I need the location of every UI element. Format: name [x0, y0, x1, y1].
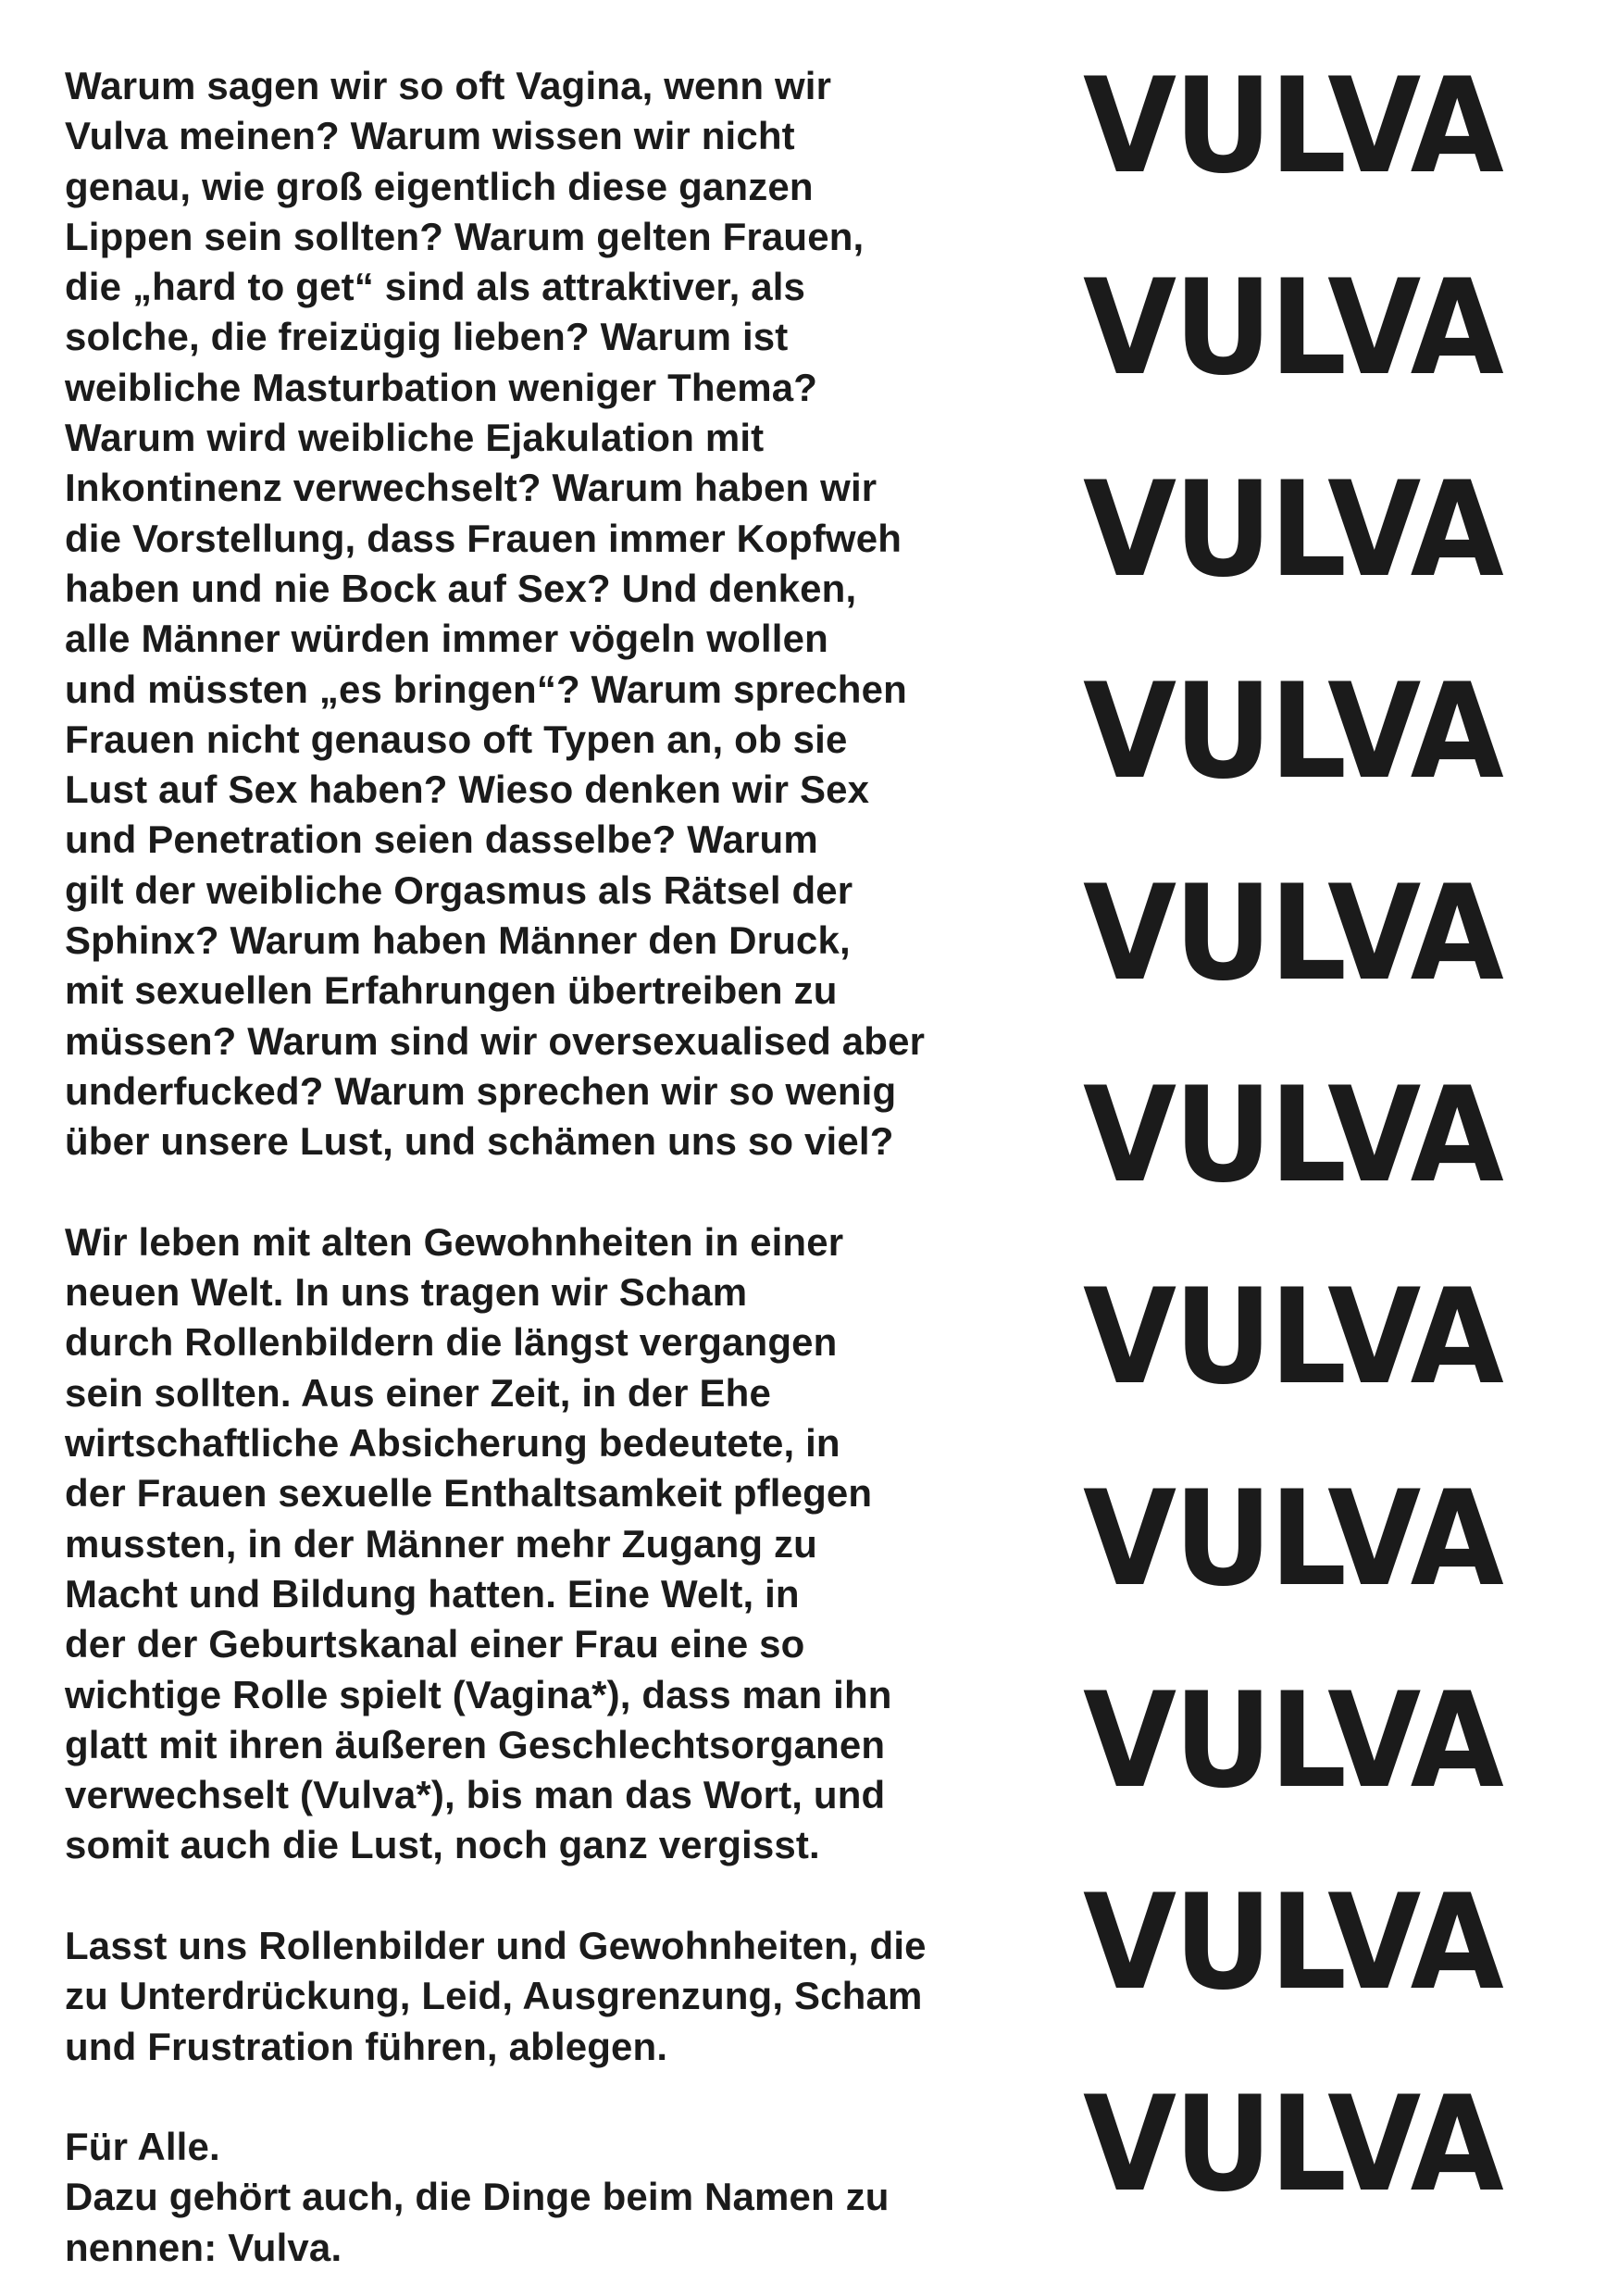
text-line: Vulva meinen? Warum wissen wir nicht [65, 114, 795, 158]
paragraph-call-to-action [65, 1921, 1055, 2072]
body-text [65, 61, 1055, 2273]
text-line: wirtschaftliche Absicherung bedeutete, in [65, 1421, 840, 1466]
vulva-headline-word: VULVA [1083, 1665, 1501, 1817]
text-line: über unsere Lust, und schämen uns so viel? [65, 1119, 894, 1164]
vulva-headline-word: VULVA [1083, 857, 1501, 1010]
text-line: der Frauen sexuelle Enthaltsamkeit pflegen [65, 1471, 873, 1516]
text-line: nennen: Vulva. [65, 2225, 342, 2269]
text-line: neuen Welt. In uns tragen wir Scham [65, 1270, 748, 1315]
text-line: sein sollten. Aus einer Zeit, in der Ehe [65, 1370, 771, 1415]
text-line: alle Männer würden immer vögeln wollen [65, 617, 828, 661]
text-line: und Frustration führen, ablegen. [65, 2024, 668, 2068]
text-line: und müssten „es bringen“? Warum sprechen [65, 667, 907, 711]
text-line: genau, wie groß eigentlich diese ganzen [65, 164, 814, 208]
text-line: wichtige Rolle spielt (Vagina*), dass man ihn [65, 1672, 892, 1716]
text-line: zu Unterdrückung, Leid, Ausgrenzung, Scham [65, 1974, 923, 2018]
text-line: weibliche Masturbation weniger Thema? [65, 365, 818, 409]
text-line: Warum wird weibliche Ejakulation mit [65, 416, 765, 460]
text-line: Lust auf Sex haben? Wieso denken wir Sex [65, 767, 870, 812]
vulva-headline-word: VULVA [1083, 1463, 1501, 1616]
text-line: gilt der weibliche Orgasmus als Rätsel der [65, 867, 853, 912]
vulva-headline-word: VULVA [1083, 1261, 1501, 1414]
text-line: somit auch die Lust, noch ganz vergisst. [65, 1823, 820, 1867]
paragraph-questions [65, 61, 1055, 1167]
text-line: Macht und Bildung hatten. Eine Welt, in [65, 1571, 800, 1616]
text-line: mit sexuellen Erfahrungen übertreiben zu [65, 968, 838, 1013]
text-line: underfucked? Warum sprechen wir so wenig [65, 1068, 897, 1113]
vulva-headline-word: VULVA [1083, 1866, 1501, 2019]
text-line: Inkontinenz verwechselt? Warum haben wir [65, 466, 877, 510]
vulva-headline-word: VULVA [1083, 2068, 1501, 2221]
text-line: Lasst uns Rollenbilder und Gewohnheiten, die [65, 1923, 927, 1967]
text-line: die „hard to get“ sind als attraktiver, als [65, 265, 806, 309]
vulva-headline-word: VULVA [1083, 1059, 1501, 1212]
paragraph-gap [65, 2072, 1055, 2122]
text-line: mussten, in der Männer mehr Zugang zu [65, 1521, 817, 1566]
text-line: verwechselt (Vulva*), bis man das Wort, und [65, 1773, 886, 1817]
paragraph-gap [65, 1871, 1055, 1921]
text-line: die Vorstellung, dass Frauen immer Kopfweh [65, 516, 902, 560]
text-line: durch Rollenbildern die längst vergangen [65, 1320, 838, 1365]
text-line: solche, die freizügig lieben? Warum ist [65, 315, 789, 359]
text-line: Für Alle. [65, 2125, 220, 2169]
text-line: haben und nie Bock auf Sex? Und denken, [65, 566, 857, 610]
text-line: glatt mit ihren äußeren Geschlechtsorganen [65, 1722, 886, 1766]
vulva-headline-word: VULVA [1083, 50, 1501, 203]
vulva-headline-word: VULVA [1083, 252, 1501, 405]
text-line: Frauen nicht genauso oft Typen an, ob sie [65, 717, 848, 761]
paragraph-old-habits [65, 1217, 1055, 1871]
vulva-headline-word: VULVA [1083, 655, 1501, 808]
text-line: Dazu gehört auch, die Dinge beim Namen zu [65, 2175, 890, 2219]
paragraph-gap [65, 1167, 1055, 1217]
text-line: Sphinx? Warum haben Männer den Druck, [65, 918, 851, 963]
text-line: der der Geburtskanal einer Frau eine so [65, 1622, 805, 1666]
text-line: Wir leben mit alten Gewohnheiten in einer [65, 1219, 844, 1264]
text-line: Warum sagen wir so oft Vagina, wenn wir [65, 64, 832, 107]
paragraph-closing [65, 2122, 1055, 2273]
vulva-headline-word: VULVA [1083, 454, 1501, 606]
text-line: Lippen sein sollten? Warum gelten Frauen, [65, 214, 865, 258]
text-line: und Penetration seien dasselbe? Warum [65, 817, 818, 862]
text-line: müssen? Warum sind wir oversexualised aber [65, 1018, 926, 1063]
